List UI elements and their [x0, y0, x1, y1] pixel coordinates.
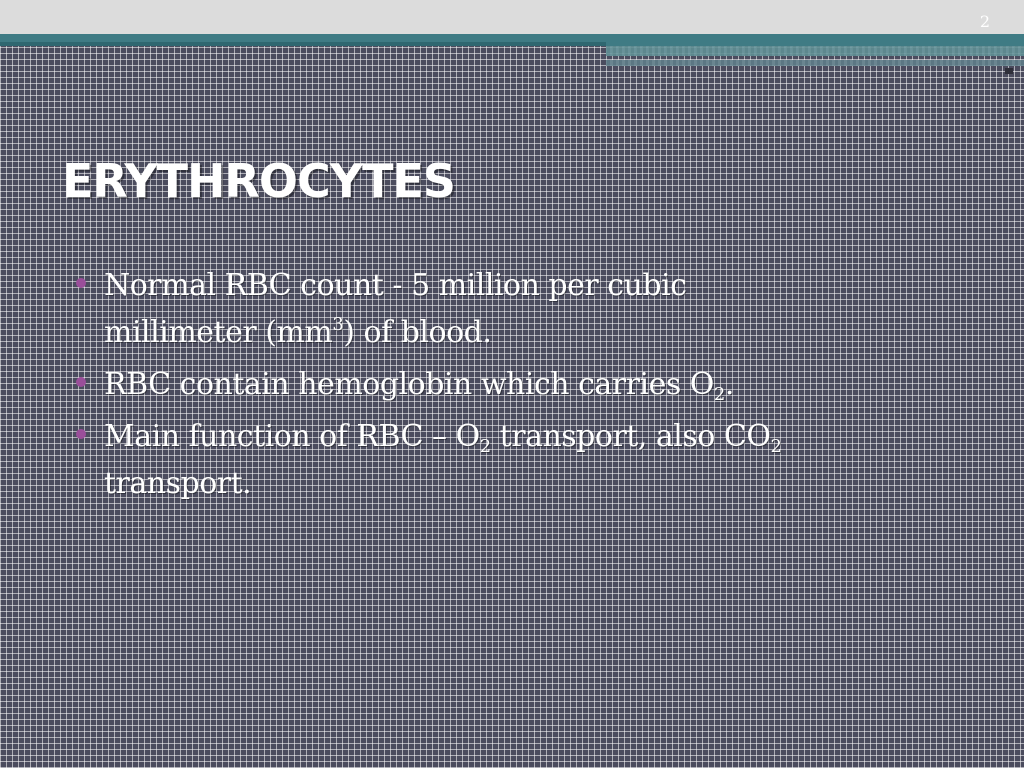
subscript: 2 — [479, 436, 491, 457]
text-segment: RBC contain hemoglobin which carries O — [104, 367, 714, 402]
bullet-icon — [76, 278, 86, 288]
top-bar — [0, 0, 1024, 34]
slide-title: ERYTHROCYTES — [62, 154, 456, 208]
superscript: 3 — [332, 314, 344, 335]
subscript: 2 — [770, 436, 782, 457]
decorative-strip-top — [606, 46, 1024, 56]
bullet-list — [74, 262, 954, 507]
bullet-line — [104, 413, 954, 460]
bullet-item-hemoglobin — [74, 361, 954, 408]
subscript: 2 — [713, 384, 725, 405]
bullet-line: Normal RBC count - 5 million per cubic — [104, 268, 687, 303]
text-segment: transport, also CO — [490, 419, 771, 454]
header-band-shadow — [0, 42, 606, 46]
bullet-icon — [76, 377, 86, 387]
text-segment: millimeter (mm — [104, 315, 333, 350]
text-segment: ) of blood. — [343, 315, 492, 350]
text-segment: Main function of RBC – O — [104, 419, 480, 454]
decorative-strip-bottom — [606, 60, 1024, 66]
bullet-item-main-function — [74, 413, 954, 507]
bullet-line: transport. — [104, 466, 252, 501]
slide-number: 2 — [979, 12, 990, 31]
bullet-line — [104, 309, 954, 356]
bullet-icon — [76, 429, 86, 439]
bullet-item-rbc-count — [74, 262, 954, 356]
text-segment: . — [724, 367, 734, 402]
bullet-line — [104, 361, 954, 408]
decorative-strip-end — [1005, 68, 1013, 74]
